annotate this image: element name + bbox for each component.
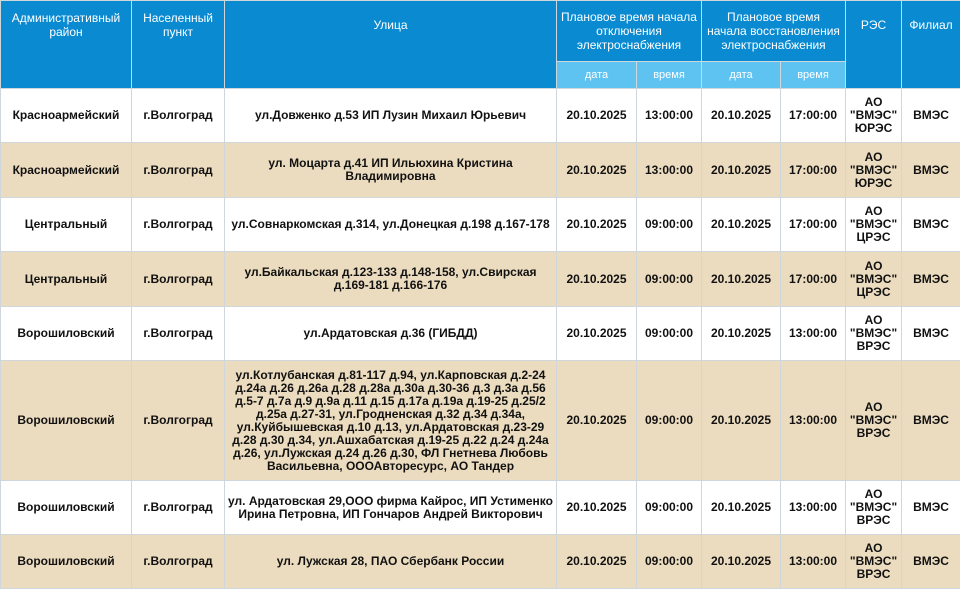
res-cell: АО "ВМЭС" ЮРЭС xyxy=(846,89,902,143)
branch-cell: ВМЭС xyxy=(902,307,960,361)
off-date-cell: 20.10.2025 xyxy=(557,252,637,307)
res-cell: АО "ВМЭС" ВРЭС xyxy=(846,307,902,361)
district-cell: Ворошиловский xyxy=(1,481,132,535)
settlement-cell: г.Волгоград xyxy=(132,252,225,307)
res-cell: АО "ВМЭС" ЦРЭС xyxy=(846,198,902,252)
settlement-cell: г.Волгоград xyxy=(132,535,225,589)
off-date-cell: 20.10.2025 xyxy=(557,481,637,535)
on-time-cell: 17:00:00 xyxy=(781,252,846,307)
off-time-cell: 13:00:00 xyxy=(637,89,702,143)
district-cell: Ворошиловский xyxy=(1,361,132,481)
branch-cell: ВМЭС xyxy=(902,198,960,252)
street-cell: ул.Байкальская д.123-133 д.148-158, ул.Свирская д.169-181 д.166-176 xyxy=(225,252,557,307)
settlement-cell: г.Волгоград xyxy=(132,481,225,535)
branch-cell: ВМЭС xyxy=(902,143,960,198)
on-time-cell: 17:00:00 xyxy=(781,143,846,198)
off-time-cell: 09:00:00 xyxy=(637,307,702,361)
street-cell: ул.Совнаркомская д.314, ул.Донецкая д.198 д.167-178 xyxy=(225,198,557,252)
off-date-cell: 20.10.2025 xyxy=(557,307,637,361)
col-header-district: Административный район xyxy=(1,1,132,89)
off-time-cell: 13:00:00 xyxy=(637,143,702,198)
res-cell: АО "ВМЭС" ЦРЭС xyxy=(846,252,902,307)
on-time-cell: 13:00:00 xyxy=(781,307,846,361)
header-row xyxy=(1,1,960,62)
off-time-cell: 09:00:00 xyxy=(637,252,702,307)
off-date-cell: 20.10.2025 xyxy=(557,198,637,252)
subheader-on-date: дата xyxy=(702,62,781,89)
on-date-cell: 20.10.2025 xyxy=(702,535,781,589)
table-row xyxy=(1,361,960,481)
on-date-cell: 20.10.2025 xyxy=(702,361,781,481)
district-cell: Красноармейский xyxy=(1,89,132,143)
settlement-cell: г.Волгоград xyxy=(132,198,225,252)
res-cell: АО "ВМЭС" ВРЭС xyxy=(846,361,902,481)
settlement-cell: г.Волгоград xyxy=(132,307,225,361)
table-row xyxy=(1,252,960,307)
table-row xyxy=(1,307,960,361)
table-row xyxy=(1,198,960,252)
table-row xyxy=(1,535,960,589)
on-time-cell: 13:00:00 xyxy=(781,481,846,535)
subheader-off-date: дата xyxy=(557,62,637,89)
on-time-cell: 13:00:00 xyxy=(781,535,846,589)
street-cell: ул. Лужская 28, ПАО Сбербанк России xyxy=(225,535,557,589)
off-time-cell: 09:00:00 xyxy=(637,198,702,252)
street-cell: ул.Довженко д.53 ИП Лузин Михаил Юрьевич xyxy=(225,89,557,143)
street-cell: ул.Ардатовская д.36 (ГИБДД) xyxy=(225,307,557,361)
branch-cell: ВМЭС xyxy=(902,361,960,481)
table-row xyxy=(1,143,960,198)
table-body xyxy=(1,89,960,589)
on-date-cell: 20.10.2025 xyxy=(702,89,781,143)
on-date-cell: 20.10.2025 xyxy=(702,307,781,361)
street-cell: ул.Котлубанская д.81-117 д.94, ул.Карповская д.2-24 д.24а д.26 д.26а д.28 д.28а д.30а д.30-36 д.3 д.3а д.56 д.5-7 д.7а д.9 д.9а д.11 д.15 д.17а д.19а д.19-25 д.25/2 д.25а д.27-31, ул.Гродненская д.32 д.34 д.34а, ул.Куйбышевская д.10 д.13, ул.Ардатовская д.23-29 д.28 д.30 д.34, ул.Ашхабатская д.19-25 д.22 д.24 д.24а д.26, ул.Лужская д.24 д.26 д.30, ФЛ Гнетнева Любовь Васильевна, ОООАвторесурс, АО Тандер xyxy=(225,361,557,481)
off-time-cell: 09:00:00 xyxy=(637,535,702,589)
district-cell: Ворошиловский xyxy=(1,307,132,361)
table-row xyxy=(1,89,960,143)
res-cell: АО "ВМЭС" ЮРЭС xyxy=(846,143,902,198)
subheader-off-time: время xyxy=(637,62,702,89)
on-date-cell: 20.10.2025 xyxy=(702,198,781,252)
col-header-off-time: Плановое время начала отключения электроснабжения xyxy=(557,1,702,62)
settlement-cell: г.Волгоград xyxy=(132,143,225,198)
off-date-cell: 20.10.2025 xyxy=(557,89,637,143)
district-cell: Центральный xyxy=(1,198,132,252)
res-cell: АО "ВМЭС" ВРЭС xyxy=(846,481,902,535)
table-row xyxy=(1,481,960,535)
district-cell: Центральный xyxy=(1,252,132,307)
district-cell: Красноармейский xyxy=(1,143,132,198)
col-header-branch: Филиал xyxy=(902,1,960,89)
on-time-cell: 17:00:00 xyxy=(781,198,846,252)
branch-cell: ВМЭС xyxy=(902,89,960,143)
off-date-cell: 20.10.2025 xyxy=(557,535,637,589)
col-header-res: РЭС xyxy=(846,1,902,89)
res-cell: АО "ВМЭС" ВРЭС xyxy=(846,535,902,589)
col-header-restore-time: Плановое время начала восстановления электроснабжения xyxy=(702,1,846,62)
street-cell: ул. Ардатовская 29,ООО фирма Кайрос, ИП Устименко Ирина Петровна, ИП Гончаров Андрей Викторович xyxy=(225,481,557,535)
street-cell: ул. Моцарта д.41 ИП Ильюхина Кристина Владимировна xyxy=(225,143,557,198)
on-time-cell: 13:00:00 xyxy=(781,361,846,481)
district-cell: Ворошиловский xyxy=(1,535,132,589)
on-date-cell: 20.10.2025 xyxy=(702,143,781,198)
branch-cell: ВМЭС xyxy=(902,481,960,535)
on-time-cell: 17:00:00 xyxy=(781,89,846,143)
branch-cell: ВМЭС xyxy=(902,252,960,307)
off-time-cell: 09:00:00 xyxy=(637,481,702,535)
off-date-cell: 20.10.2025 xyxy=(557,143,637,198)
settlement-cell: г.Волгоград xyxy=(132,361,225,481)
subheader-on-time: время xyxy=(781,62,846,89)
on-date-cell: 20.10.2025 xyxy=(702,481,781,535)
col-header-street: Улица xyxy=(225,1,557,89)
col-header-settlement: Населенный пункт xyxy=(132,1,225,89)
on-date-cell: 20.10.2025 xyxy=(702,252,781,307)
off-date-cell: 20.10.2025 xyxy=(557,361,637,481)
off-time-cell: 09:00:00 xyxy=(637,361,702,481)
branch-cell: ВМЭС xyxy=(902,535,960,589)
settlement-cell: г.Волгоград xyxy=(132,89,225,143)
